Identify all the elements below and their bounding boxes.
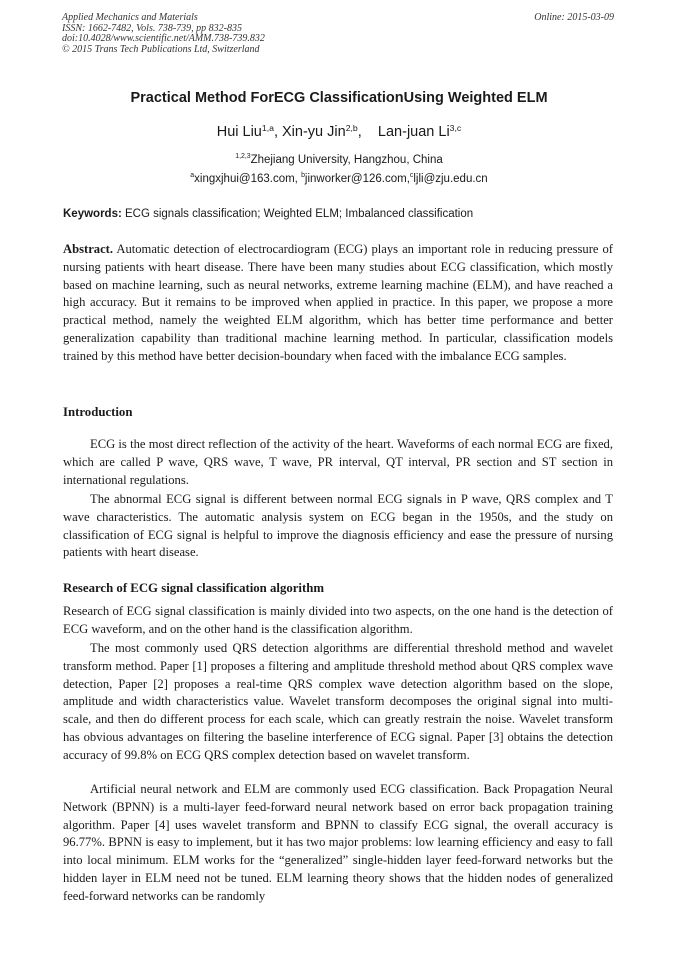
- author-name: Hui Liu: [216, 124, 262, 140]
- affiliation: [0, 154, 678, 166]
- abstract-paragraph: [63, 241, 613, 366]
- author-name: Xin-yu Jin: [282, 124, 346, 140]
- author-superscript: 3,c: [449, 123, 462, 133]
- email-superscript: b: [301, 172, 305, 179]
- paragraph: Artificial neural network and ELM are commonly used ECG classification. Back Propagation Neural Network (BPNN) is a multi-layer feed-forward neural network based on error back propagation training algorithm. Paper [4] uses wavelet transform and BPNN to classify ECG signal, the overall accuracy is 96.77%. BPNN is easy to implement, but it has two major problems: low learning efficiency and easy to fall into local minimum. ELM works for the “generalized” single-hidden layer feed-forward networks but the hidden layer in ELM need not be tuned. ELM learning theory shows that the hidden nodes of generalized feed-forward networks can be randomly: [63, 782, 613, 903]
- keywords-text: ECG signals classification; Weighted ELM; Imbalanced classification: [121, 208, 474, 220]
- keywords: [63, 208, 473, 220]
- journal-name: Applied Mechanics and Materials: [62, 12, 198, 23]
- section-heading-research: Research of ECG signal classification algorithm: [63, 581, 325, 595]
- affiliation-text: Zhejiang University, Hangzhou, China: [250, 154, 443, 166]
- author-list: Hui Liu$^{1,a}$, Xin-yu Jin$^{2,b}$, Lan-juan Li$^{3,c}$: [216, 123, 462, 140]
- email-address: ljli@zju.edu.cn: [413, 173, 488, 185]
- keywords-label: Keywords:: [63, 208, 122, 220]
- journal-header: [62, 13, 265, 55]
- online-date: Online: 2015-03-09: [534, 12, 614, 23]
- author-superscript: 2,b: [345, 123, 358, 133]
- issn-line: ISSN: 1662-7482, Vols. 738-739, pp 832-835: [62, 22, 242, 34]
- abstract-text: Automatic detection of electrocardiogram (ECG) plays an important role in reducing pressure of nursing patients with heart disease. There have been many studies about ECG classification, which mostly based on machine learning, such as neural networks, extreme learning machine (ELM), and have reached a high accuracy. But it remains to be improved when applied in practice. In this paper, we propose a more practical method, namely the weighted ELM algorithm, which has better time performance and better generalization capability than traditional machine learning method. In particular, classification models trained by this method have better decision-boundary when faced with the imbalance ECG samples.: [63, 242, 613, 363]
- author-name: Lan-juan Li: [377, 124, 450, 140]
- paper-title: Practical Method ForECG ClassificationUsing Weighted ELM: [130, 90, 548, 106]
- paragraph: The most commonly used QRS detection algorithms are differential threshold method and wavelet transform method. Paper [1] proposes a filtering and amplitude threshold method about QRS complex wave detection, Paper [2] proposes a real-time QRS complex wave detection algorithm based on the slope, amplitude and width characteristics value. Wavelet transform decomposes the original signal into multi-scale, and then do different process for each scale, which can greatly restrain the noise. Wavelet transform has obvious advantages on filtering the baseline interference of ECG signal. Paper [3] obtains the detection accuracy of 99.8% on ECG QRS complex detection based on wavelet transform.: [63, 641, 613, 762]
- doi-line: doi:10.4028/www.scientific.net/AMM.738-739.832: [62, 33, 265, 44]
- email-list: [0, 173, 678, 185]
- email-superscript: c: [409, 172, 414, 179]
- abstract-label: Abstract.: [63, 242, 114, 256]
- paragraph: Research of ECG signal classification is mainly divided into two aspects, on the one hand is the detection of ECG waveform, and on the other hand is the classification algorithm.: [63, 604, 613, 636]
- paragraph: The abnormal ECG signal is different between normal ECG signals in P wave, QRS complex and T wave characteristics. The automatic analysis system on ECG began in the 1950s, and the study on classification of ECG signal is helpful to improve the diagnosis efficiency and ease the pressure of nursing patients with heart disease.: [63, 492, 613, 560]
- section-heading-introduction: Introduction: [63, 405, 133, 419]
- affiliation-superscript: 1,2,3: [235, 153, 251, 160]
- author-superscript: 1,a: [261, 123, 274, 133]
- copyright-line: © 2015 Trans Tech Publications Ltd, Switzerland: [62, 43, 260, 55]
- email-superscript: a: [190, 172, 195, 179]
- email-address: jinworker@126.com,: [304, 173, 410, 185]
- email-address: xingxjhui@163.com,: [194, 173, 302, 185]
- paragraph: ECG is the most direct reflection of the activity of the heart. Waveforms of each normal ECG are fixed, which are called P wave, QRS wave, T wave, PR interval, QT interval, PR section and ST section in international regulations.: [63, 437, 613, 487]
